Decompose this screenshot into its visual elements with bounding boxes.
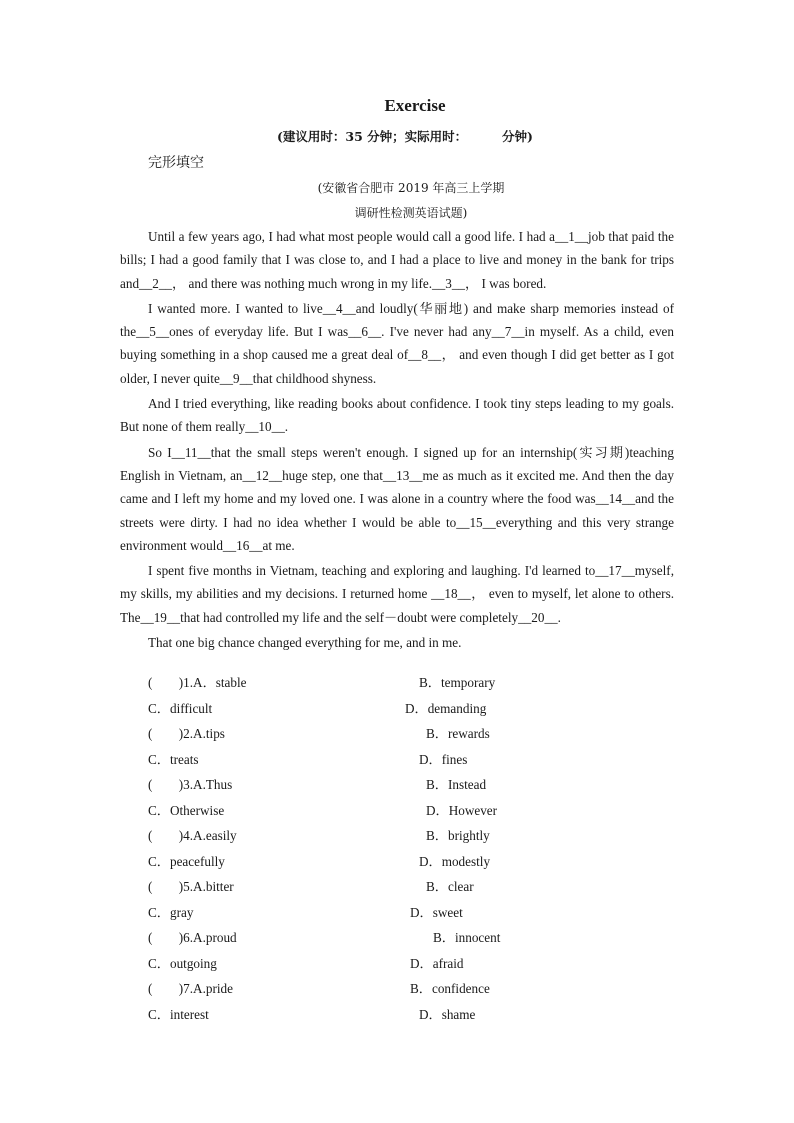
option-row xyxy=(148,750,648,776)
option-row xyxy=(148,928,648,954)
passage-paragraph-5: I spent five months in Vietnam, teaching and exploring and laughing. I'd learned to__17__myself, my skills, my abilities and my decisions. I returned home __18__， even to myself, let alone to others. The__19__that had controlled my life and the self－doubt were completely__20__. xyxy=(120,563,674,625)
passage xyxy=(120,225,674,654)
source-line-2: 调研性检测英语试题) xyxy=(354,206,468,220)
option-a: ( )7.A.pride xyxy=(148,981,233,996)
option-a: ( )5.A.bitter xyxy=(148,879,234,894)
option-d: D．shame xyxy=(419,1006,476,1022)
passage-paragraph-6: That one big chance changed everything for me, and in me. xyxy=(148,635,462,651)
option-b: B．brightly xyxy=(426,828,490,843)
option-b: B．temporary xyxy=(419,675,496,690)
option-b: B．rewards xyxy=(426,726,490,741)
option-c: C．gray xyxy=(148,904,194,920)
option-b: B．Instead xyxy=(426,777,487,792)
option-row xyxy=(148,877,648,903)
passage-paragraph-2: I wanted more. I wanted to live__4__and loudly(华丽地) and make sharp memories instead of the__5__ones of everyday life. But I was__6__. I've never had any__7__in myself. As a child, even buying something in a shop caused me a great deal of__8__， and even though I did get better as I got older, I never quite__9__that childhood shyness. xyxy=(120,300,674,386)
passage-paragraph-4: So I__11__that the small steps weren't enough. I signed up for an internship(实习期)teaching English in Vietnam, an__12__huge step, one that__13__me as much as it excited me. And then the day came and I left my home and my loved one. I was alone in a country where the food was__14__and the streets were dirty. I had no idea whether I would be able to__15__everything and this very strange environment would__16__at me. xyxy=(120,444,674,553)
option-d: D．sweet xyxy=(410,904,463,920)
option-a: ( )1.A．stable xyxy=(148,675,247,690)
source-line-1: (安徽省合肥市 2019 年高三上学期 xyxy=(317,181,505,195)
option-row xyxy=(148,1005,648,1031)
option-d: D．demanding xyxy=(405,700,487,716)
passage-paragraph-1: Until a few years ago, I had what most people would call a good life. I had a__1__job that paid the bills; I had a good family that I was close to, and I had a place to live and money in the bank for trips and__2__， and there was nothing much wrong in my life.__3__， I was bored. xyxy=(120,229,674,291)
option-c: C．outgoing xyxy=(148,955,217,971)
option-row xyxy=(148,801,648,827)
passage-paragraph-3: And I tried everything, like reading books about confidence. I took tiny steps leading to my goals. But none of them really__10__. xyxy=(120,396,674,435)
option-d: D．However xyxy=(426,802,498,818)
option-b: B．confidence xyxy=(410,981,490,996)
option-a: ( )2.A.tips xyxy=(148,726,225,741)
option-row xyxy=(148,852,648,878)
option-c: C．interest xyxy=(148,1006,209,1022)
option-c: C．treats xyxy=(148,751,199,767)
option-d: D．afraid xyxy=(410,955,464,971)
option-row xyxy=(148,826,648,852)
option-d: D．modestly xyxy=(419,853,491,869)
answer-options xyxy=(148,673,648,1030)
option-a: ( )4.A.easily xyxy=(148,828,237,843)
option-row xyxy=(148,775,648,801)
option-c: C．Otherwise xyxy=(148,802,225,818)
option-row xyxy=(148,979,648,1005)
option-row xyxy=(148,699,648,725)
page-title: Exercise xyxy=(384,96,446,115)
time-note: (建议用时：35 分钟；实际用时： 分钟) xyxy=(277,129,533,144)
option-c: C．peacefully xyxy=(148,853,225,869)
option-a: ( )3.A.Thus xyxy=(148,777,233,792)
option-b: B．clear xyxy=(426,879,474,894)
option-row xyxy=(148,724,648,750)
option-b: B．innocent xyxy=(433,930,501,945)
option-row xyxy=(148,903,648,929)
option-a: ( )6.A.proud xyxy=(148,930,237,945)
option-c: C．difficult xyxy=(148,700,213,716)
option-row xyxy=(148,954,648,980)
option-d: D．fines xyxy=(419,751,468,767)
option-row xyxy=(148,673,648,699)
section-heading: 完形填空 xyxy=(148,155,204,171)
